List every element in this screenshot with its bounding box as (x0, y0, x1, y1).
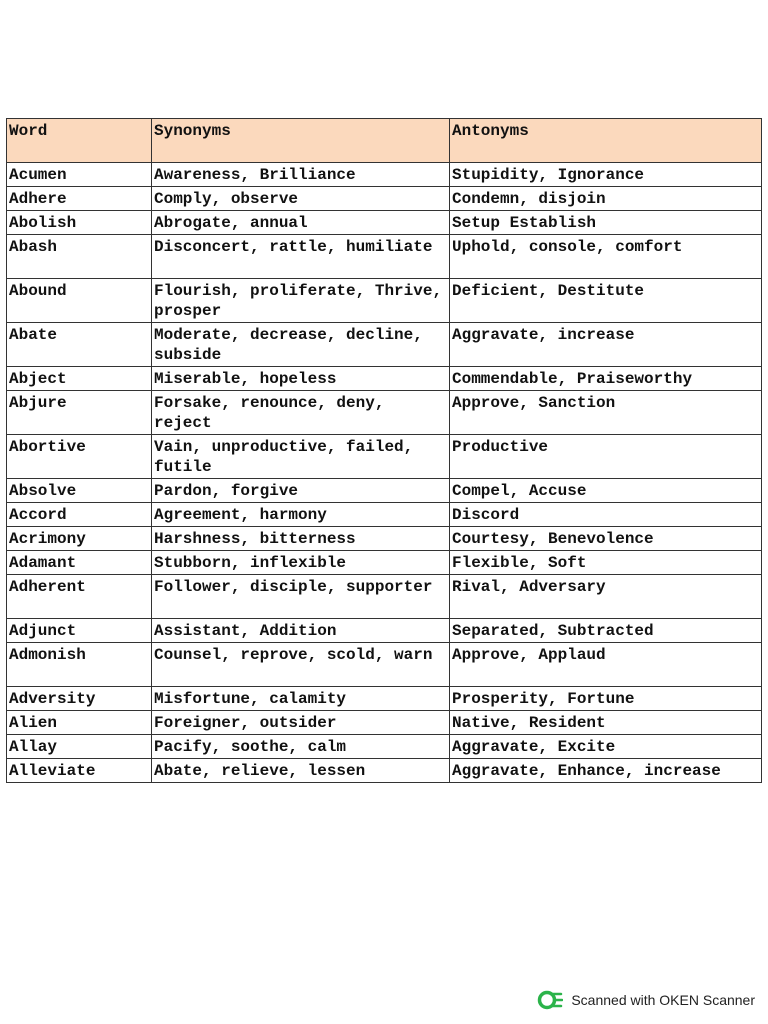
synonyms-cell: Misfortune, calamity (152, 687, 450, 711)
word-cell: Alleviate (7, 759, 152, 783)
word-cell: Adherent (7, 575, 152, 619)
antonyms-cell: Discord (450, 503, 762, 527)
word-cell: Allay (7, 735, 152, 759)
table-row (7, 643, 762, 687)
synonyms-cell: Agreement, harmony (152, 503, 450, 527)
synonyms-cell: Disconcert, rattle, humiliate (152, 235, 450, 279)
table-row (7, 503, 762, 527)
synonyms-cell: Moderate, decrease, decline, subside (152, 323, 450, 367)
table-row (7, 687, 762, 711)
table-row (7, 575, 762, 619)
antonyms-cell: Separated, Subtracted (450, 619, 762, 643)
header-antonyms: Antonyms (450, 119, 762, 163)
table-body (7, 163, 762, 783)
antonyms-cell: Commendable, Praiseworthy (450, 367, 762, 391)
synonyms-cell: Abrogate, annual (152, 211, 450, 235)
word-cell: Acrimony (7, 527, 152, 551)
table-row (7, 711, 762, 735)
scanner-watermark (537, 990, 755, 1010)
word-cell: Acumen (7, 163, 152, 187)
synonyms-cell: Abate, relieve, lessen (152, 759, 450, 783)
table-row (7, 367, 762, 391)
word-cell: Abolish (7, 211, 152, 235)
synonyms-cell: Follower, disciple, supporter (152, 575, 450, 619)
antonyms-cell: Uphold, console, comfort (450, 235, 762, 279)
antonyms-cell: Native, Resident (450, 711, 762, 735)
header-synonyms: Synonyms (152, 119, 450, 163)
table-row (7, 323, 762, 367)
synonyms-cell: Assistant, Addition (152, 619, 450, 643)
antonyms-cell: Rival, Adversary (450, 575, 762, 619)
antonyms-cell: Stupidity, Ignorance (450, 163, 762, 187)
synonyms-cell: Flourish, proliferate, Thrive, prosper (152, 279, 450, 323)
table-row (7, 735, 762, 759)
oken-scanner-logo-icon (537, 990, 563, 1010)
word-cell: Abash (7, 235, 152, 279)
antonyms-cell: Productive (450, 435, 762, 479)
synonyms-cell: Pacify, soothe, calm (152, 735, 450, 759)
word-cell: Admonish (7, 643, 152, 687)
word-cell: Abate (7, 323, 152, 367)
synonyms-cell: Miserable, hopeless (152, 367, 450, 391)
antonyms-cell: Compel, Accuse (450, 479, 762, 503)
antonyms-cell: Aggravate, Enhance, increase (450, 759, 762, 783)
antonyms-cell: Prosperity, Fortune (450, 687, 762, 711)
word-cell: Absolve (7, 479, 152, 503)
synonyms-cell: Forsake, renounce, deny, reject (152, 391, 450, 435)
table-row (7, 619, 762, 643)
word-cell: Adversity (7, 687, 152, 711)
antonyms-cell: Aggravate, increase (450, 323, 762, 367)
antonyms-cell: Deficient, Destitute (450, 279, 762, 323)
word-cell: Adjunct (7, 619, 152, 643)
antonyms-cell: Courtesy, Benevolence (450, 527, 762, 551)
antonyms-cell: Approve, Applaud (450, 643, 762, 687)
word-cell: Alien (7, 711, 152, 735)
synonyms-cell: Foreigner, outsider (152, 711, 450, 735)
word-cell: Adhere (7, 187, 152, 211)
antonyms-cell: Aggravate, Excite (450, 735, 762, 759)
synonyms-cell: Vain, unproductive, failed, futile (152, 435, 450, 479)
synonyms-cell: Pardon, forgive (152, 479, 450, 503)
word-cell: Abortive (7, 435, 152, 479)
word-cell: Accord (7, 503, 152, 527)
word-cell: Abject (7, 367, 152, 391)
table-row (7, 235, 762, 279)
antonyms-cell: Approve, Sanction (450, 391, 762, 435)
table-row (7, 551, 762, 575)
scanner-text: Scanned with OKEN Scanner (571, 992, 755, 1008)
table-row (7, 759, 762, 783)
word-cell: Abound (7, 279, 152, 323)
table-row (7, 435, 762, 479)
header-word: Word (7, 119, 152, 163)
synonyms-cell: Awareness, Brilliance (152, 163, 450, 187)
word-cell: Abjure (7, 391, 152, 435)
table-row (7, 279, 762, 323)
table-header-row (7, 119, 762, 163)
table-row (7, 391, 762, 435)
table-row (7, 527, 762, 551)
table-row (7, 211, 762, 235)
synonyms-cell: Harshness, bitterness (152, 527, 450, 551)
synonyms-cell: Counsel, reprove, scold, warn (152, 643, 450, 687)
antonyms-cell: Flexible, Soft (450, 551, 762, 575)
table-row (7, 479, 762, 503)
synonyms-cell: Comply, observe (152, 187, 450, 211)
antonyms-cell: Setup Establish (450, 211, 762, 235)
word-cell: Adamant (7, 551, 152, 575)
synonyms-cell: Stubborn, inflexible (152, 551, 450, 575)
antonyms-cell: Condemn, disjoin (450, 187, 762, 211)
table-row (7, 163, 762, 187)
table-row (7, 187, 762, 211)
vocabulary-table (6, 118, 762, 783)
